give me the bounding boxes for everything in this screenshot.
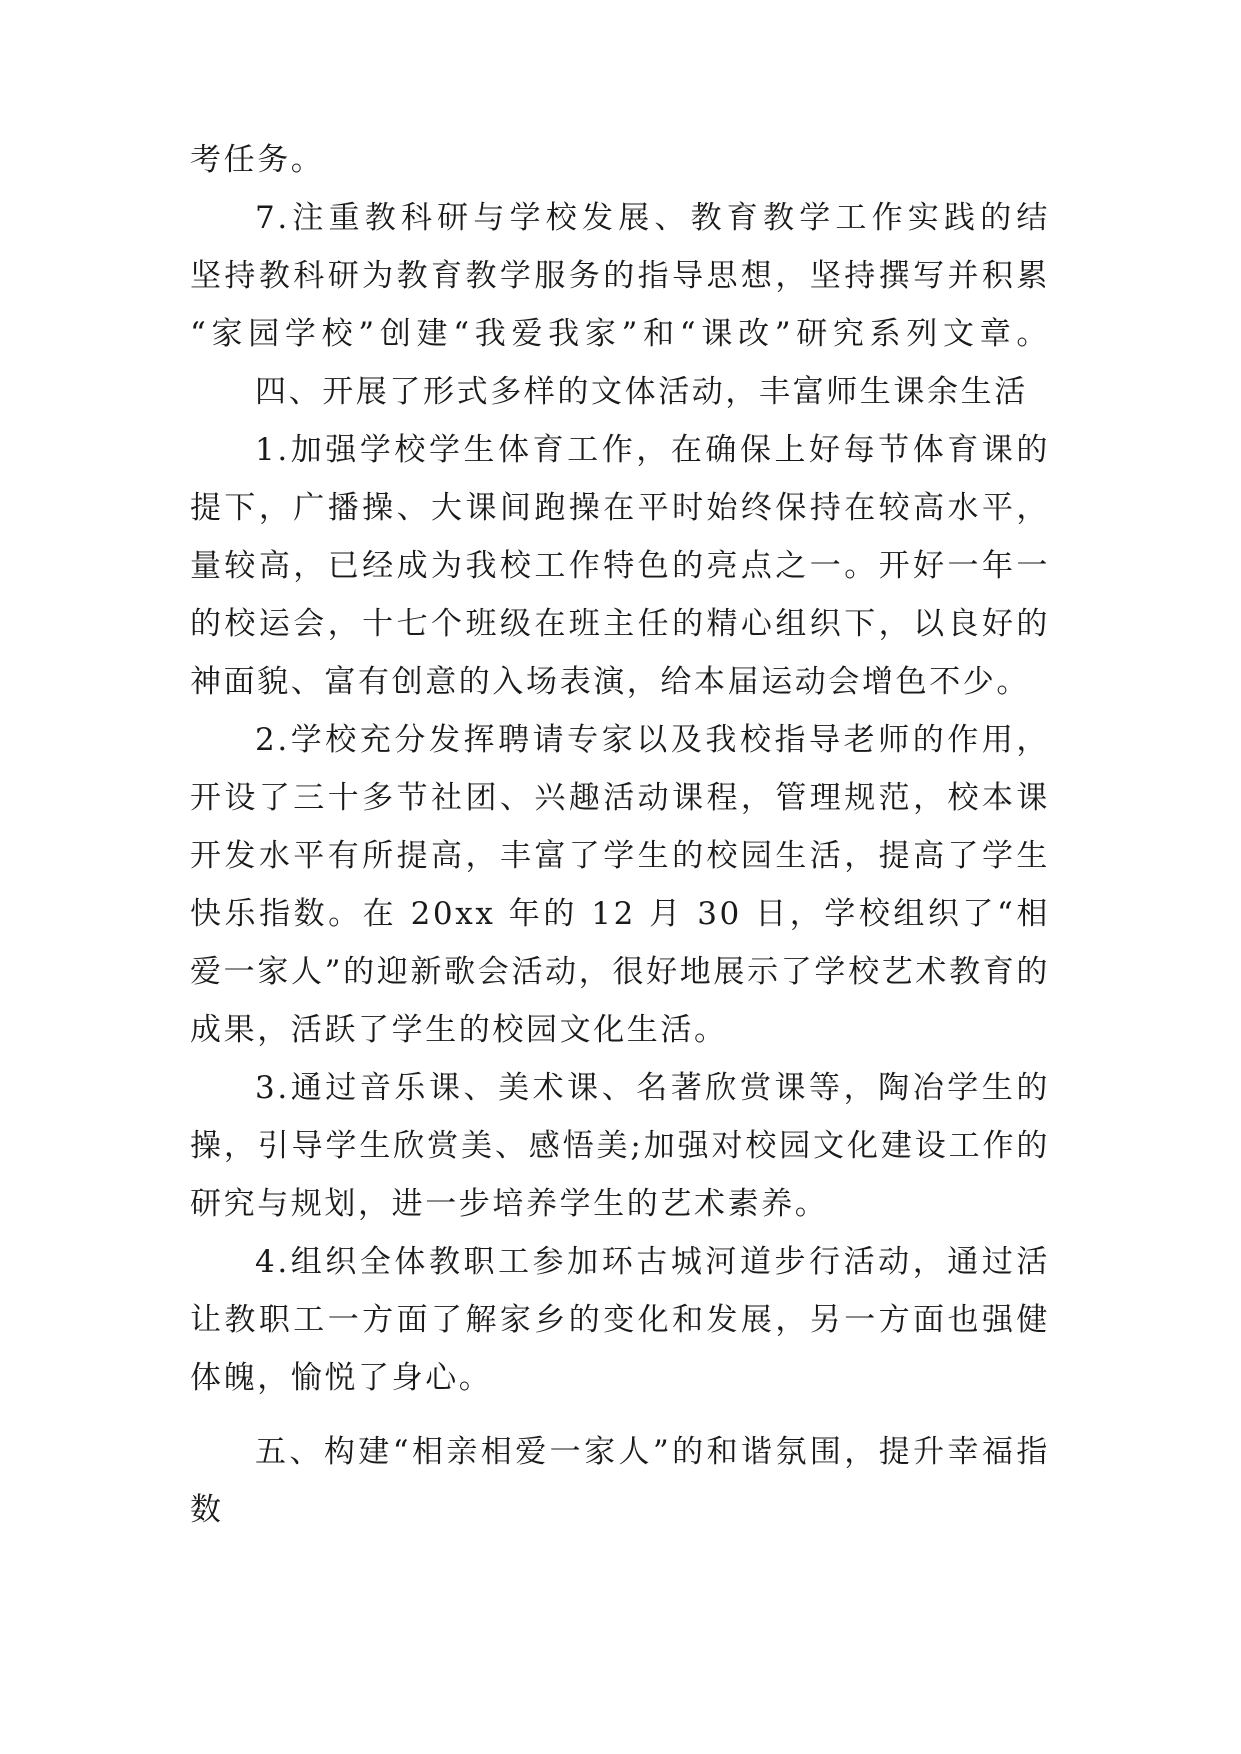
section-heading-continuation: 数 [190, 1492, 224, 1528]
text-line: 爱一家人”的迎新歌会活动，很好地展示了学校艺术教育的 [190, 954, 1050, 990]
text-line: “家园学校”创建“我爱我家”和“课改”研究系列文章。 [190, 316, 1050, 352]
text-line: 成果，活跃了学生的校园文化生活。 [190, 1012, 728, 1048]
text-line: 快乐指数。在 20xx 年的 12 月 30 日，学校组织了“相 [190, 896, 1050, 932]
text-line: 开设了三十多节社团、兴趣活动课程，管理规范，校本课 [190, 780, 1050, 816]
text-line: 体魄，愉悦了身心。 [190, 1360, 493, 1396]
text-line: 考任务。 [190, 142, 325, 178]
section-heading: 四、开展了形式多样的文体活动，丰富师生课余生活 [255, 374, 1028, 410]
text-line: 2.学校充分发挥聘请专家以及我校指导老师的作用， [255, 722, 1050, 758]
text-line: 操，引导学生欣赏美、感悟美;加强对校园文化建设工作的 [190, 1128, 1050, 1164]
text-line: 让教职工一方面了解家乡的变化和发展，另一方面也强健 [190, 1302, 1050, 1338]
text-line: 的校运会，十七个班级在班主任的精心组织下，以良好的 [190, 606, 1050, 642]
text-line: 研究与规划，进一步培养学生的艺术素养。 [190, 1186, 829, 1222]
text-line: 量较高，已经成为我校工作特色的亮点之一。开好一年一 [190, 548, 1050, 584]
text-line: 3.通过音乐课、美术课、名著欣赏课等，陶冶学生的 [255, 1070, 1050, 1106]
text-line: 4.组织全体教职工参加环古城河道步行活动，通过活 [255, 1244, 1050, 1280]
section-heading: 五、构建“相亲相爱一家人”的和谐氛围，提升幸福指 [255, 1434, 1050, 1470]
text-line: 坚持教科研为教育教学服务的指导思想，坚持撰写并积累 [190, 258, 1050, 294]
text-line: 7.注重教科研与学校发展、教育教学工作实践的结 [255, 200, 1050, 236]
text-line: 提下，广播操、大课间跑操在平时始终保持在较高水平， [190, 490, 1050, 526]
text-line: 1.加强学校学生体育工作，在确保上好每节体育课的 [255, 432, 1050, 468]
text-line: 开发水平有所提高，丰富了学生的校园生活，提高了学生 [190, 838, 1050, 874]
text-line: 神面貌、富有创意的入场表演，给本届运动会增色不少。 [190, 664, 1030, 700]
